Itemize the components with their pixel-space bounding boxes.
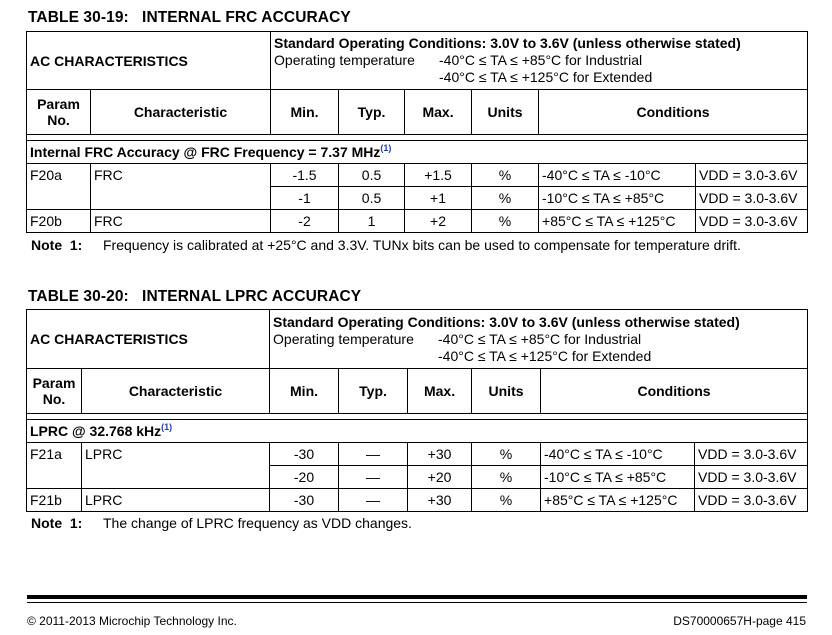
- header-typ: Typ.: [339, 90, 405, 135]
- operating-temperature-label: Operating temperature: [274, 52, 415, 68]
- header-min: Min.: [270, 369, 339, 414]
- temp-industrial: -40°C ≤ TA ≤ +85°C for Industrial: [439, 52, 643, 68]
- header-units: Units: [472, 369, 541, 414]
- ac-characteristics-label: AC CHARACTERISTICS: [27, 32, 271, 90]
- header-characteristic: Characteristic: [91, 90, 271, 135]
- operating-temperature-label: Operating temperature: [273, 330, 414, 347]
- temp-extended: -40°C ≤ TA ≤ +125°C for Extended: [439, 69, 653, 85]
- operating-conditions: [270, 310, 808, 369]
- header-conditions: Conditions: [539, 90, 808, 135]
- table-row: -20 — +20 % -10°C ≤ TA ≤ +85°C VDD = 3.0-3.6V: [27, 466, 808, 489]
- footnote-ref: (1): [380, 143, 392, 153]
- table1-note: [31, 237, 741, 253]
- operating-conditions: [271, 32, 808, 90]
- temp-extended: -40°C ≤ TA ≤ +125°C for Extended: [438, 347, 652, 364]
- page-number: DS70000657H-page 415: [673, 614, 806, 628]
- table2-title: TABLE 30-20: INTERNAL LPRC ACCURACY: [28, 288, 362, 305]
- header-units: Units: [472, 90, 539, 135]
- header-row: [27, 90, 808, 135]
- header-row: [27, 369, 808, 414]
- section-header: Internal FRC Accuracy @ FRC Frequency = 7.37 MHz$^{(1)}$: [27, 141, 808, 164]
- header-characteristic: Characteristic: [82, 369, 270, 414]
- header-min: Min.: [271, 90, 339, 135]
- table-row: F21b LPRC -30 — +30 % +85°C ≤ TA ≤ +125°C VDD = 3.0-3.6V: [27, 489, 808, 512]
- footer-rule-thick: [27, 595, 807, 599]
- note-label: Note 1:: [31, 515, 83, 531]
- table-row: F21a LPRC -30 — +30 % -40°C ≤ TA ≤ -10°C VDD = 3.0-3.6V: [27, 443, 808, 466]
- lprc-accuracy-table: [26, 309, 808, 512]
- table1-title: TABLE 30-19: INTERNAL FRC ACCURACY: [28, 9, 351, 26]
- ac-characteristics-label: AC CHARACTERISTICS: [27, 310, 270, 369]
- section-header: LPRC @ 32.768 kHz$^{(1)}$: [27, 420, 808, 443]
- note-text: The change of LPRC frequency as VDD changes.: [103, 515, 412, 531]
- table2-note: [31, 515, 412, 531]
- table-row: -1 0.5 +1 % -10°C ≤ TA ≤ +85°C VDD = 3.0-3.6V: [27, 187, 808, 210]
- note-text: Frequency is calibrated at +25°C and 3.3V. TUNx bits can be used to compensate for temperature drift.: [103, 237, 741, 253]
- table-row: F20a FRC -1.5 0.5 +1.5 % -40°C ≤ TA ≤ -10°C VDD = 3.0-3.6V: [27, 164, 808, 187]
- frc-accuracy-table: [26, 31, 808, 233]
- header-param: Param No.: [27, 90, 91, 135]
- header-conditions: Conditions: [541, 369, 808, 414]
- header-param: Param No.: [27, 369, 82, 414]
- footer-rule-thin: [27, 602, 807, 603]
- header-max: Max.: [405, 90, 472, 135]
- conditions-title: Standard Operating Conditions: 3.0V to 3.6V (unless otherwise stated): [274, 35, 741, 51]
- header-typ: Typ.: [339, 369, 408, 414]
- footnote-ref: (1): [161, 422, 173, 432]
- temp-industrial: -40°C ≤ TA ≤ +85°C for Industrial: [438, 330, 642, 347]
- copyright: © 2011-2013 Microchip Technology Inc.: [27, 614, 237, 628]
- conditions-title: Standard Operating Conditions: 3.0V to 3.6V (unless otherwise stated): [273, 313, 740, 330]
- note-label: Note 1:: [31, 237, 83, 253]
- header-max: Max.: [408, 369, 472, 414]
- table-row: F20b FRC -2 1 +2 % +85°C ≤ TA ≤ +125°C VDD = 3.0-3.6V: [27, 210, 808, 233]
